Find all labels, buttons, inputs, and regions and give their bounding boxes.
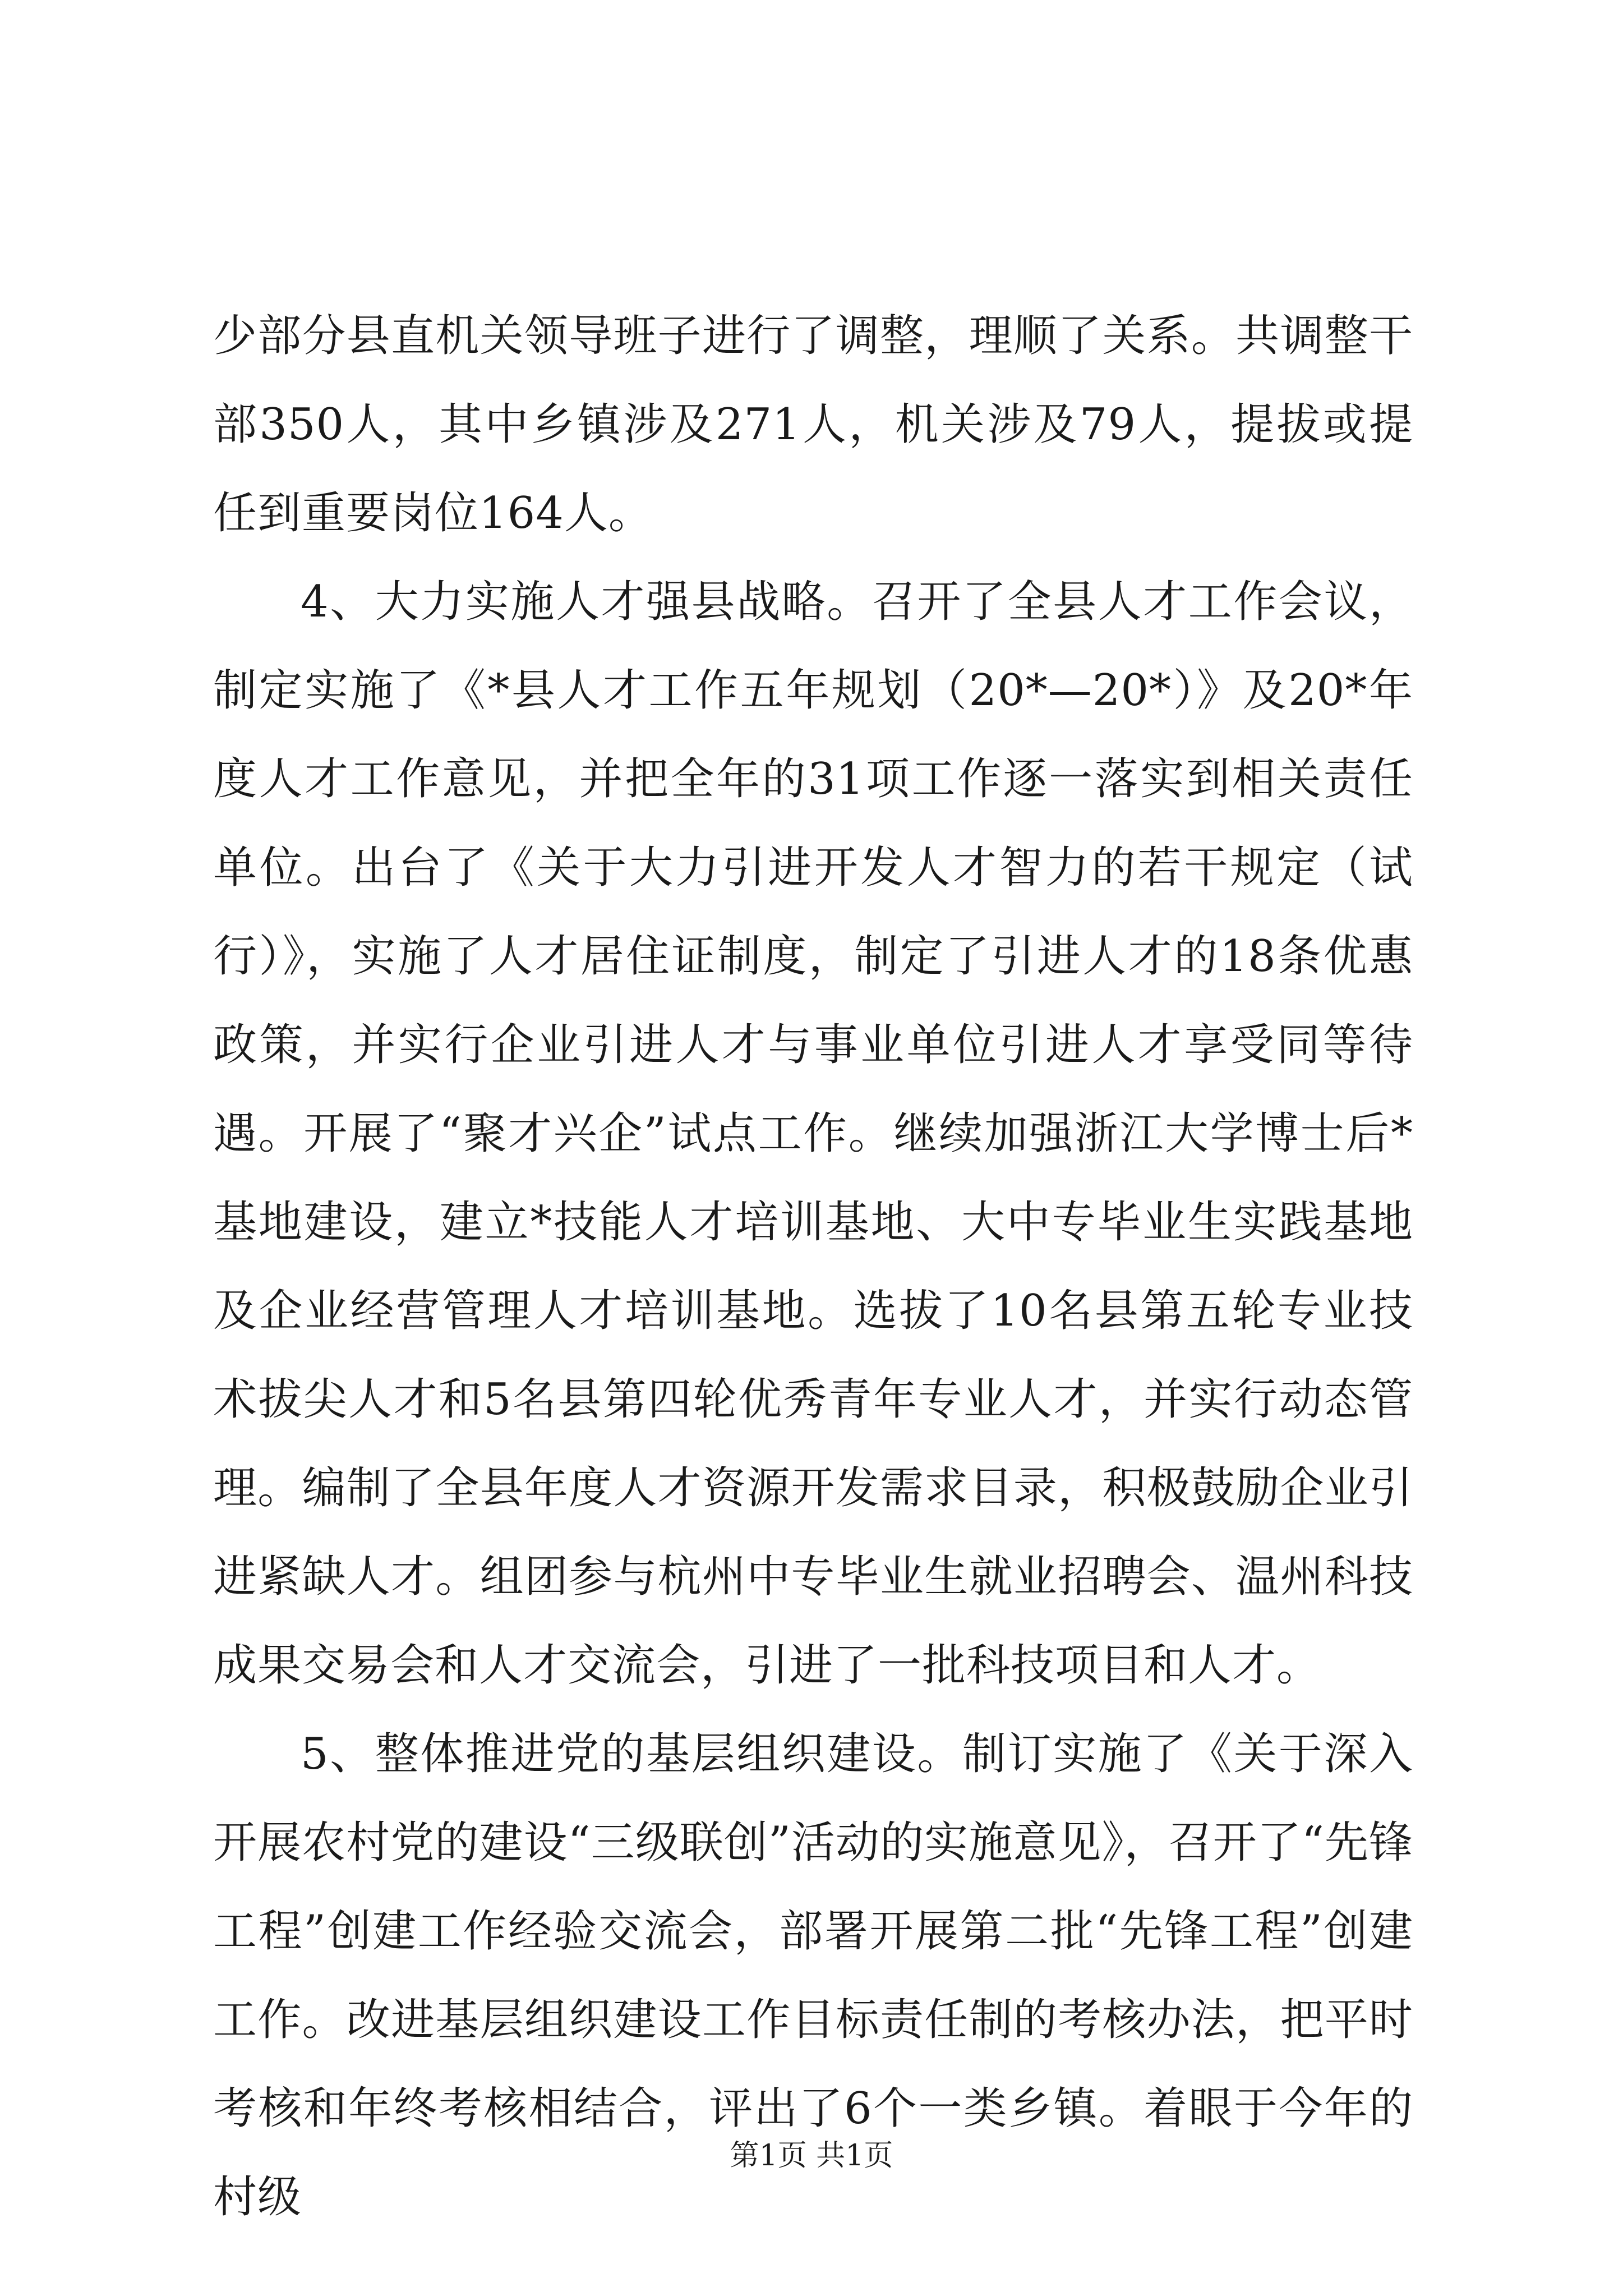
paragraph-talent-strategy: 4、大力实施人才强县战略。召开了全县人才工作会议，制定实施了《*县人才工作五年规划（20*—20*）》及20*年度人才工作意见，并把全年的31项工作逐一落实到相关责任单位。出台了《关于大力引进开发人才智力的若干规定（试行）》，实施了人才居住证制度，制定了引进人才的18条优惠政策，并实行企业引进人才与事业单位引进人才享受同等待遇。开展了“聚才兴企”试点工作。继续加强浙江大学博士后*基地建设，建立*技能人才培训基地、大中专毕业生实践基地及企业经营管理人才培训基地。选拔了10名县第五轮专业技术拔尖人才和5名县第四轮优秀青年专业人才，并实行动态管理。编制了全县年度人才资源开发需求目录，积极鼓励企业引进紧缺人才。组团参与杭州中专毕业生就业招聘会、温州科技成果交易会和人才交流会，引进了一批科技项目和人才。: [213, 577, 1413, 1691]
paragraph-grassroots-organization: 5、整体推进党的基层组织建设。制订实施了《关于深入开展农村党的建设“三级联创”活动的实施意见》，召开了“先锋工程”创建工作经验交流会，部署开展第二批“先锋工程”创建工作。改进基层组织建设工作目标责任制的考核办法，把平时考核和年终考核相结合，评出了6个一类乡镇。着眼于今年的村级: [213, 1729, 1413, 2223]
paragraph-continuation: 少部分县直机关领导班子进行了调整，理顺了关系。共调整干部350人，其中乡镇涉及271人，机关涉及79人，提拔或提任到重要岗位164人。: [213, 311, 1413, 539]
page-footer: 第1页 共1页: [730, 2139, 893, 2173]
document-body: [213, 292, 1413, 2242]
